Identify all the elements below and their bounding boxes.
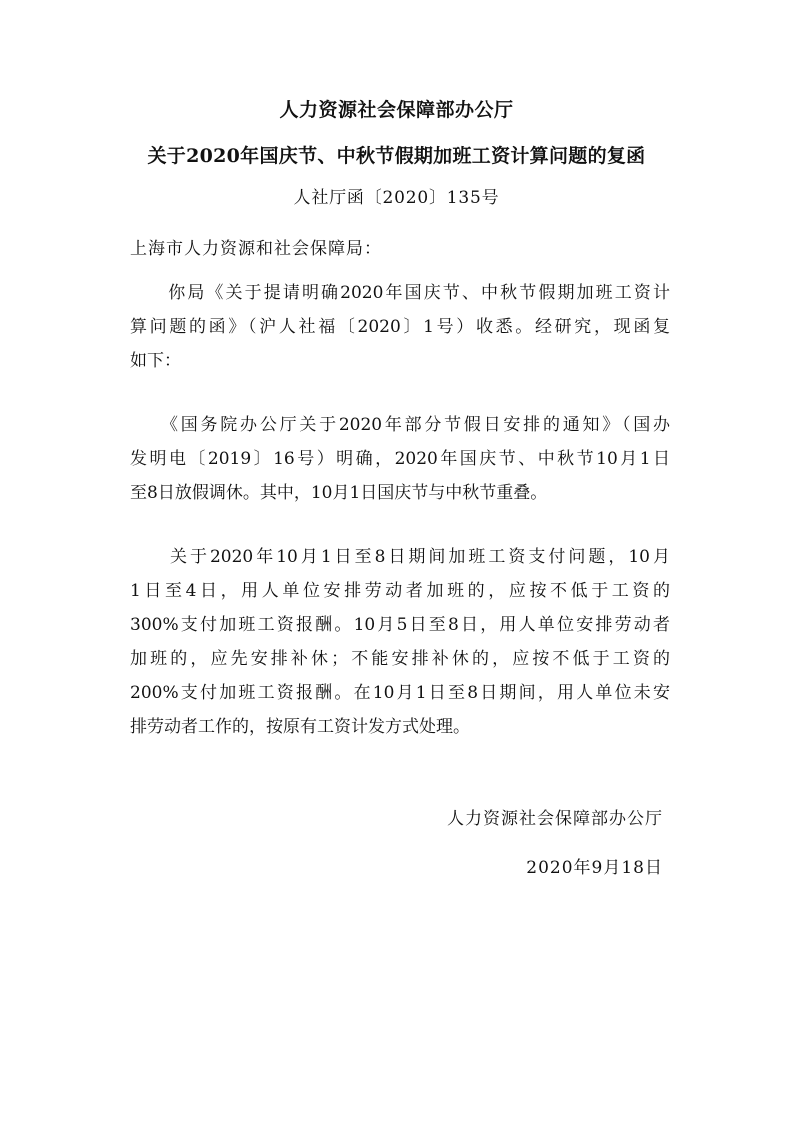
paragraph-line: 你局《关于提请明确2020年国庆节、中秋节假期加班工资计 [130,283,670,303]
paragraph-holiday-notice [130,408,670,510]
document-number: 人社厅函〔2020〕135号 [293,188,500,208]
issuer-heading: 人力资源社会保障部办公厅 [279,99,514,121]
paragraph-line: 排劳动者工作的，按原有工资计发方式处理。 [130,717,470,737]
paragraph-line: 300%支付加班工资报酬。10月5日至8日，用人单位安排劳动者 [130,615,670,635]
paragraph-line: 加班的，应先安排补休；不能安排补休的，应按不低于工资的 [130,649,670,669]
recipient-line: 上海市人力资源和社会保障局： [130,239,382,259]
signature-issuer: 人力资源社会保障部办公厅 [447,809,663,829]
paragraph-line: 《国务院办公厅关于2020年部分节假日安排的通知》（国办 [130,415,670,435]
paragraph-line: 发明电〔2019〕16号）明确，2020年国庆节、中秋节10月1日 [130,449,670,469]
paragraph-line: 至8日放假调休。其中，10月1日国庆节与中秋节重叠。 [130,483,548,503]
paragraph-line: 如下： [130,351,181,371]
paragraph-line: 1日至4日，用人单位安排劳动者加班的，应按不低于工资的 [130,581,670,601]
document-title: 关于2020年国庆节、中秋节假期加班工资计算问题的复函 [147,145,646,167]
signature-date: 2020年9月18日 [526,858,663,878]
paragraph-acknowledgement [130,276,670,378]
paragraph-overtime-pay [130,540,670,744]
paragraph-line: 200%支付加班工资报酬。在10月1日至8日期间，用人单位未安 [130,683,670,703]
paragraph-line: 算问题的函》（沪人社福〔2020〕1号）收悉。经研究，现函复 [130,317,670,337]
paragraph-line: 关于2020年10月1日至8日期间加班工资支付问题，10月 [130,547,670,567]
